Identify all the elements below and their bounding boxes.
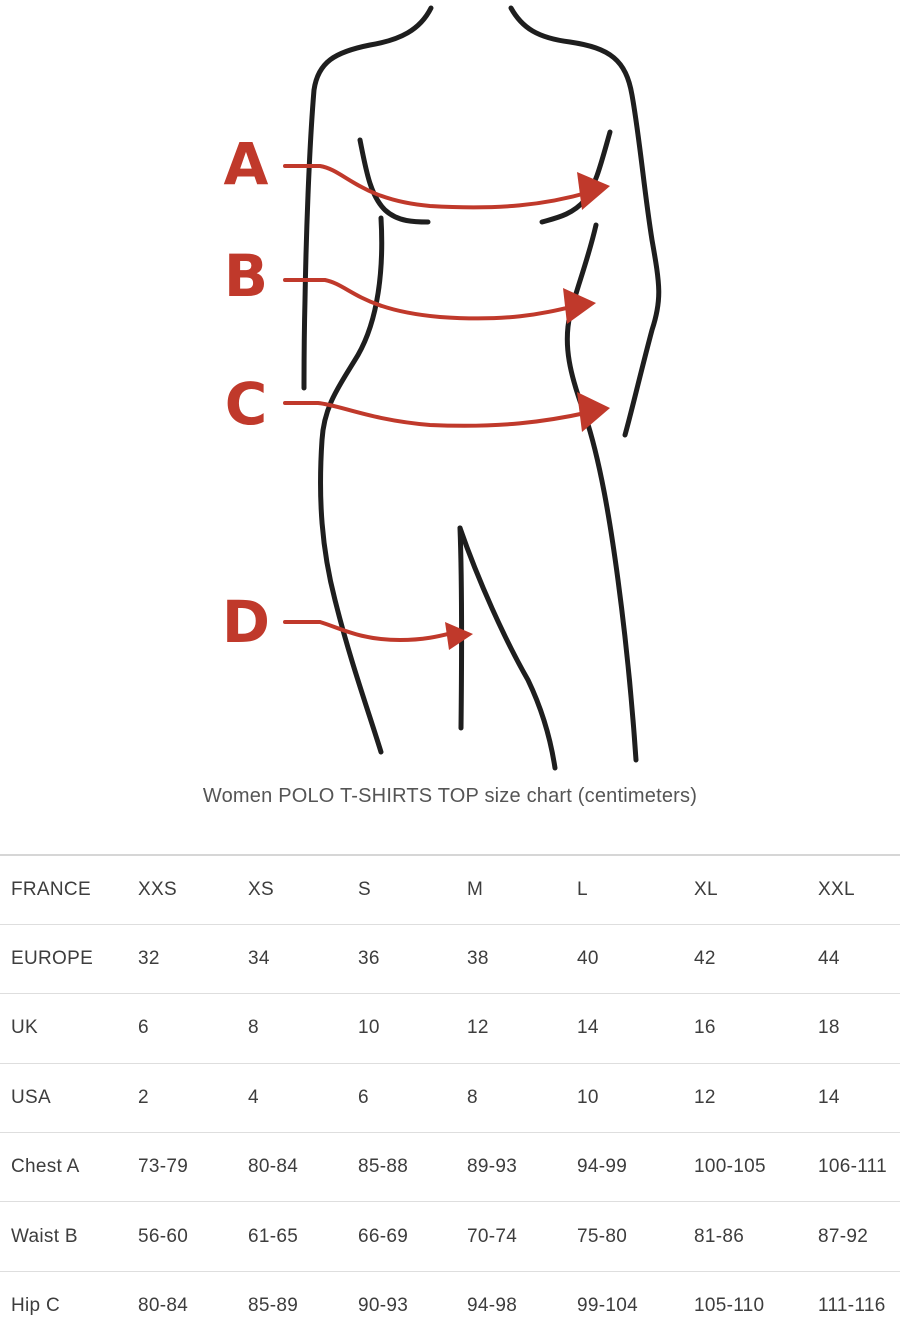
table-row: [0, 1063, 900, 1132]
table-cell: 70-74: [456, 1202, 566, 1271]
table-cell: 12: [456, 994, 566, 1063]
arrow-a-line: [285, 166, 590, 207]
table-cell: 89-93: [456, 1133, 566, 1202]
row-label: Hip C: [11, 1295, 61, 1317]
arrow-c-head: [577, 392, 610, 432]
table-cell: 44: [807, 924, 900, 993]
table-cell: 90-93: [358, 1295, 409, 1317]
arrow-d-head: [445, 622, 473, 650]
table-cell: XXL: [807, 855, 900, 924]
table-cell: 80-84: [138, 1295, 189, 1317]
label-b: B: [223, 242, 269, 310]
table-cell: 34: [237, 924, 347, 993]
table-cell: 85-88: [347, 1133, 456, 1202]
table-cell: 106-111: [807, 1133, 900, 1202]
row-label: UK: [0, 994, 127, 1063]
body-outline: [304, 8, 659, 768]
table-cell: 16: [683, 994, 807, 1063]
size-table: [0, 854, 900, 1341]
table-cell: 36: [347, 924, 456, 993]
table-cell: 100-105: [683, 1133, 807, 1202]
table-cell: XS: [237, 855, 347, 924]
row-label: USA: [0, 1063, 127, 1132]
table-row: [0, 1202, 900, 1271]
table-cell: 6: [127, 994, 237, 1063]
table-cell: 56-60: [127, 1202, 237, 1271]
table-cell: 38: [456, 924, 566, 993]
table-cell: 80-84: [237, 1133, 347, 1202]
table-cell: 75-80: [566, 1202, 683, 1271]
table-cell: 81-86: [683, 1202, 807, 1271]
table-row: [0, 994, 900, 1063]
table-row: [0, 1133, 900, 1202]
arrow-a-head: [577, 172, 610, 210]
table-row: [0, 924, 900, 993]
label-d: D: [221, 588, 271, 656]
table-cell: 61-65: [237, 1202, 347, 1271]
table-cell: 18: [807, 994, 900, 1063]
row-label: Waist B: [0, 1202, 127, 1271]
table-cell: 8: [456, 1063, 566, 1132]
table-cell: 94-98: [467, 1295, 518, 1317]
table-cell: 111-116: [818, 1295, 886, 1317]
table-cell: 99-104: [577, 1295, 638, 1317]
table-cell: 2: [127, 1063, 237, 1132]
arrow-heads: [445, 172, 610, 650]
table-cell: XL: [683, 855, 807, 924]
table-cell: 85-89: [248, 1295, 299, 1317]
table-cell: 66-69: [347, 1202, 456, 1271]
label-c: C: [224, 370, 268, 438]
arrow-d-line: [285, 622, 452, 640]
table-cell: 105-110: [694, 1295, 765, 1317]
table-cell: 10: [566, 1063, 683, 1132]
table-cell: 87-92: [807, 1202, 900, 1271]
table-cell: 6: [347, 1063, 456, 1132]
row-label: Chest A: [0, 1133, 127, 1202]
row-label: FRANCE: [0, 855, 127, 924]
arrow-c-line: [285, 403, 590, 426]
table-cell: 14: [566, 994, 683, 1063]
table-row: [0, 1271, 900, 1340]
table-cell: 73-79: [127, 1133, 237, 1202]
table-cell: 40: [566, 924, 683, 993]
size-chart-caption: Women POLO T-SHIRTS TOP size chart (centimeters): [202, 785, 698, 807]
table-cell: 10: [347, 994, 456, 1063]
table-cell: XXS: [127, 855, 237, 924]
label-a: A: [223, 130, 269, 198]
table-cell: 12: [683, 1063, 807, 1132]
arrow-b-head: [563, 288, 596, 324]
arrow-b-line: [285, 280, 575, 318]
table-cell: 94-99: [566, 1133, 683, 1202]
table-cell: 42: [683, 924, 807, 993]
table-row: [0, 855, 900, 924]
table-cell: M: [456, 855, 566, 924]
table-cell: L: [566, 855, 683, 924]
row-label: EUROPE: [0, 924, 127, 993]
table-cell: 14: [807, 1063, 900, 1132]
table-cell: 8: [237, 994, 347, 1063]
table-cell: 4: [237, 1063, 347, 1132]
table-cell: S: [347, 855, 456, 924]
table-cell: 32: [127, 924, 237, 993]
